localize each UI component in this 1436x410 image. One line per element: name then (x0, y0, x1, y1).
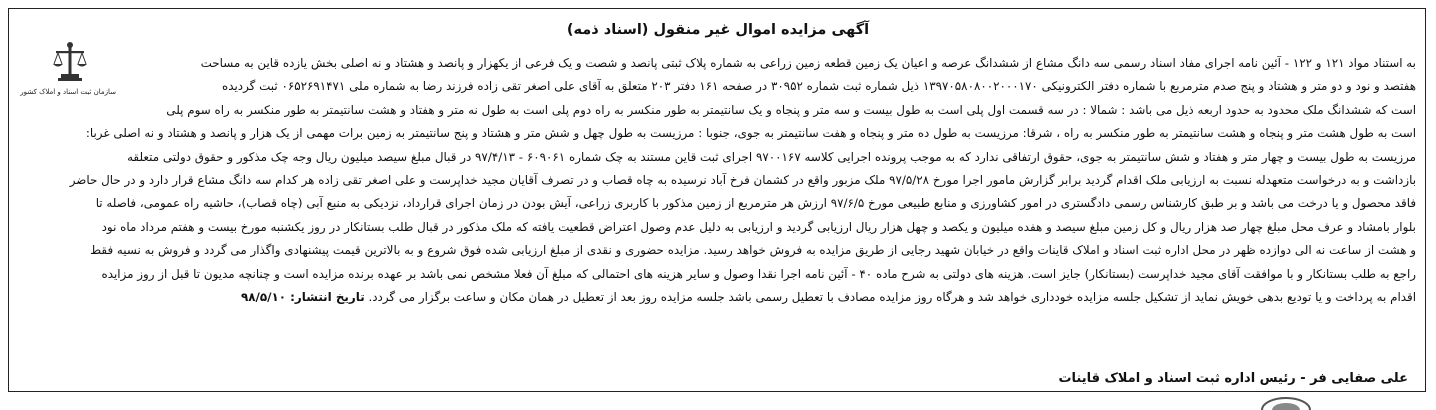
body-line: و هشت از ساعت نه الی دوازده ظهر در محل اداره ثبت اسناد و املاک قاینات واقع در خیابان شهید رجایی از طریق مزایده به فروش خواهد رسید. مزایده حضوری و نقدی از مبلغ ارزیابی شده فوق شروع و به بالاترین قیمت پیشنهادی واگذار می گردد و فروش به نسیه فقط (90, 243, 1416, 258)
notice-title: آگهی مزایده اموال غیر منقول (اسناد ذمه) (566, 22, 870, 38)
body-line-text: اقدام به پرداخت و یا تودیع بدهی خویش نماید از تشکیل جلسه مزایده خودداری خواهد شد و هرگاه روز مزایده مصادف با تعطیل رسمی باشد جلسه مزایده روز بعد از تعطیل در همان مکان و ساعت برگزار می گردد. (368, 289, 1416, 304)
body-line: هفتصد و نود و دو متر و هشتاد و پنج صدم مترمربع با شماره دفتر الکترونیکی ۱۳۹۷۰۵۸۰۸۰۰۲۰۰۰۱۷۰ ذیل شماره ثبت شماره ۳۰۹۵۲ در صفحه ۱۶۱ دفتر ۲۰۳ متعلق به آقای علی اصغر تقی زاده فرزند رضا به شماره ملی ۰۶۵۲۶۹۱۴۷۱ ثبت گردیده (222, 79, 1416, 94)
logo-caption: سازمان ثبت اسناد و املاک کشور (20, 88, 116, 96)
body-line: بلوار بامشاد و عرف محل مبلغ چهار صد هزار ریال و کل زمین مبلغ سیصد و هفده میلیون و یکصد و چهل هزار ریال ارزیابی گردید و ارزیابی به دلیل عدم وصول اعتراض قطعیت یافته که ملک مذکور در قبال طلب بستانکار در روز یکشنبه مورخ بیست و هفتم مرداد ماه نود (101, 219, 1416, 234)
body-line: فاقد محصول و یا درخت می باشد و بر طبق کارشناس رسمی دادگستری در امور کشاورزی و منابع طبیعی مورخ ۹۷/۶/۵ ارزش هر مترمربع از زمین مذکور با کاربری زراعی، آیش بودن در زمان اجرای قرارداد، نزدیکی به منبع آبی (چاه قصاب)، حاشیه راه عمومی، فاصله تا (95, 196, 1416, 211)
publication-date: تاریخ انتشار: ۹۸/۵/۱۰ (241, 289, 365, 304)
body-line: مرزیست به طول بیست و چهار متر و هفتاد و شش سانتیمتر به جوی، حقوق ارتفاقی ندارد که به موجب پرونده اجرایی کلاسه ۹۷۰۰۱۶۷ اجرای ثبت قاین مستند به چک شماره ۶۰۹۰۶۱ - ۹۷/۴/۱۳ در قبال مبلغ سیصد میلیون ریال وجه چک مذکور و حقوق دولتی متعلقه (127, 149, 1416, 164)
body-line: است به طول هشت متر و پنجاه و هشت سانتیمتر به طور منکسر به راه ، شرقا: مرزیست به طول ده متر و پنجاه و هفت سانتیمتر به جوی، جنوبا : مرزیست به طول چهل و شش متر و هشتاد و پنج سانتیمتر به زمین برات مهمی از یک هزار و پانصد و هشتاد و نه اصلی غربا: (85, 126, 1416, 141)
body-line: است که ششدانگ ملک محدود به حدود اربعه ذیل می باشد : شمالا : در سه قسمت اول پلی است به طول بیست و سه متر و پنجاه و یک سانتیمتر به طور منکسر به راه دوم پلی است به طول نه متر و هفتاد و هشت سانتیمتر به طور منکسر به راه سوم پلی (166, 102, 1416, 117)
body-line: راجع به طلب بستانکار و با موافقت آقای مجید خداپرست (بستانکار) جایز است. هزینه های دولتی به شرح ماده ۴۰ - آئین نامه اجرا نقدا وصول و سایر هزینه های احتمالی که مبلغ آن فعلا مشخص نمی باشد بر عهده برنده مزایده است و چنانچه مدیون تا قبل از روز مزایده (101, 266, 1416, 281)
body-line-last (22, 286, 1416, 309)
signature: علی صفایی فر - رئیس اداره ثبت اسناد و املاک قاینات (1058, 371, 1408, 386)
body-line: بازداشت و به درخواست متعهدله نسبت به ارزیابی ملک اقدام گردید برابر گزارش مامور اجرا مورخ ۹۷/۵/۲۸ ملک مزبور واقع در کشمان فرخ آباد نرسیده به چاه قصاب و در تصرف آقایان مجید خداپرست و علی اصغر تقی زاده هر کدام سه دانگ مشاع قرار دارد و در حال حاضر (69, 172, 1416, 187)
corner-seal-icon (1256, 394, 1316, 410)
notice-body (22, 52, 1416, 309)
body-line: به استناد مواد ۱۲۱ و ۱۲۲ - آئین نامه اجرای مفاد اسناد رسمی سه دانگ مشاع از ششدانگ عرصه و اعیان یک زمین قطعه زمین زراعی به شماره پلاک ثبتی پانصد و شصت و یک فرعی از یکهزار و پانصد و هشتاد و نه اصلی بخش یازده قاین به مساحت (200, 56, 1416, 70)
